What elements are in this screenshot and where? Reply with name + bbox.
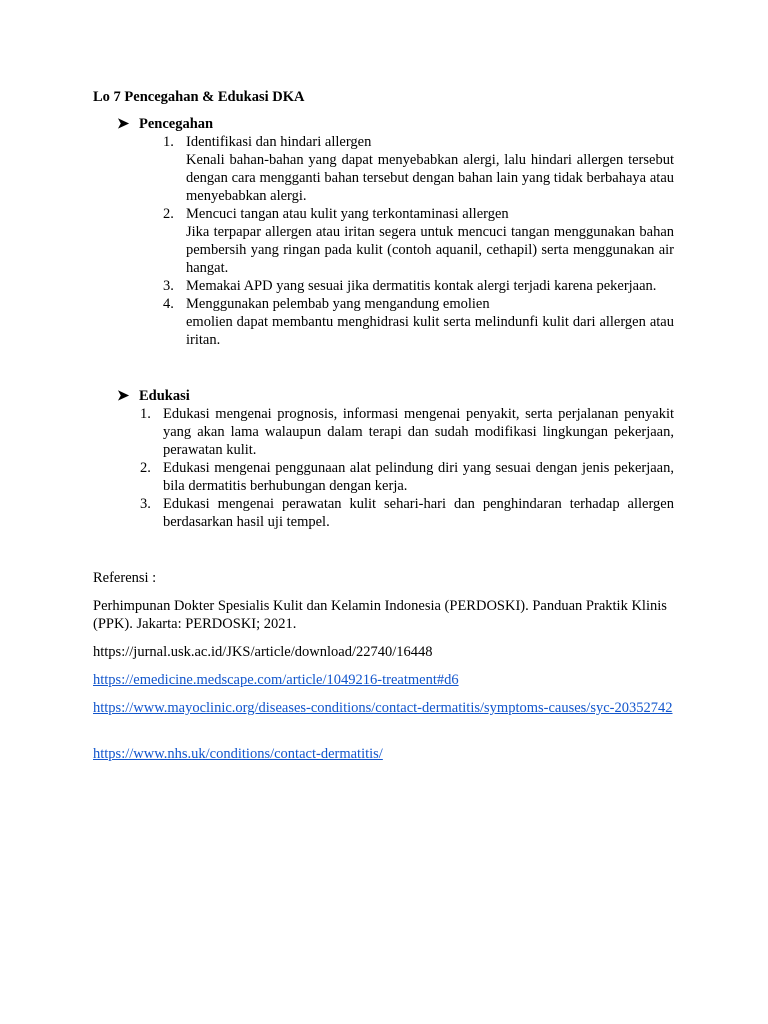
reference-link-medscape[interactable]: https://emedicine.medscape.com/article/1049216-treatment#d6 xyxy=(93,672,459,688)
reference-link[interactable]: https://jurnal.usk.ac.id/JKS/article/download/22740/16448 xyxy=(93,644,433,660)
list-item: 1. Identifikasi dan hindari allergen Kenali bahan-bahan yang dapat menyebabkan alergi, lalu hindari allergen tersebut dengan cara mengganti bahan tersebut dengan bahan lain yang tidak berbahaya atau menyebabkan alergi. xyxy=(163,134,674,204)
arrowhead-bullet-icon: ➤ xyxy=(117,116,130,132)
list-item: 2. Edukasi mengenai penggunaan alat pelindung diri yang sesuai dengan jenis pekerjaan, bila dermatitis berhubungan dengan kerja. xyxy=(140,460,674,494)
list-item: 2. Mencuci tangan atau kulit yang terkontaminasi allergen Jika terpapar allergen atau iritan segera untuk mencuci tangan menggunakan bahan pembersih yang ringan pada kulit (contoh aquanil, cethapil) serta menggunakan air hangat. xyxy=(163,206,674,276)
edukasi-list xyxy=(140,405,674,531)
arrowhead-bullet-icon: ➤ xyxy=(117,388,130,404)
list-item: 3. Edukasi mengenai perawatan kulit sehari-hari dan penghindaran terhadap allergen berdasarkan hasil uji tempel. xyxy=(140,496,674,530)
list-item: 1. Edukasi mengenai prognosis, informasi mengenai penyakit, serta perjalanan penyakit yang akan lama walaupun dalam terapi dan sudah modifikasi lingkungan pekerjaan, perawatan kulit. xyxy=(140,406,674,458)
list-item: 4. Menggunakan pelembab yang mengandung emolien emolien dapat membantu menghidrasi kulit serta melindunfi kulit dari allergen atau iritan. xyxy=(163,296,674,348)
section-heading-edukasi: ➤ Edukasi xyxy=(117,388,190,404)
section-heading-pencegahan: ➤ Pencegahan xyxy=(117,116,214,132)
pencegahan-list xyxy=(163,133,674,349)
references-label: Referensi : xyxy=(93,570,157,586)
reference-entry: Perhimpunan Dokter Spesialis Kulit dan Kelamin Indonesia (PERDOSKI). Panduan Praktik Klinis (PPK). Jakarta: PERDOSKI; 2021. xyxy=(93,598,667,632)
document-title: Lo 7 Pencegahan & Edukasi DKA xyxy=(93,89,305,105)
list-item: 3. Memakai APD yang sesuai jika dermatitis kontak alergi terjadi karena pekerjaan. xyxy=(163,278,657,294)
reference-link-nhs[interactable]: https://www.nhs.uk/conditions/contact-dermatitis/ xyxy=(93,746,383,762)
reference-link-mayoclinic[interactable]: https://www.mayoclinic.org/diseases-conditions/contact-dermatitis/symptoms-causes/syc-20352742 xyxy=(93,700,673,716)
